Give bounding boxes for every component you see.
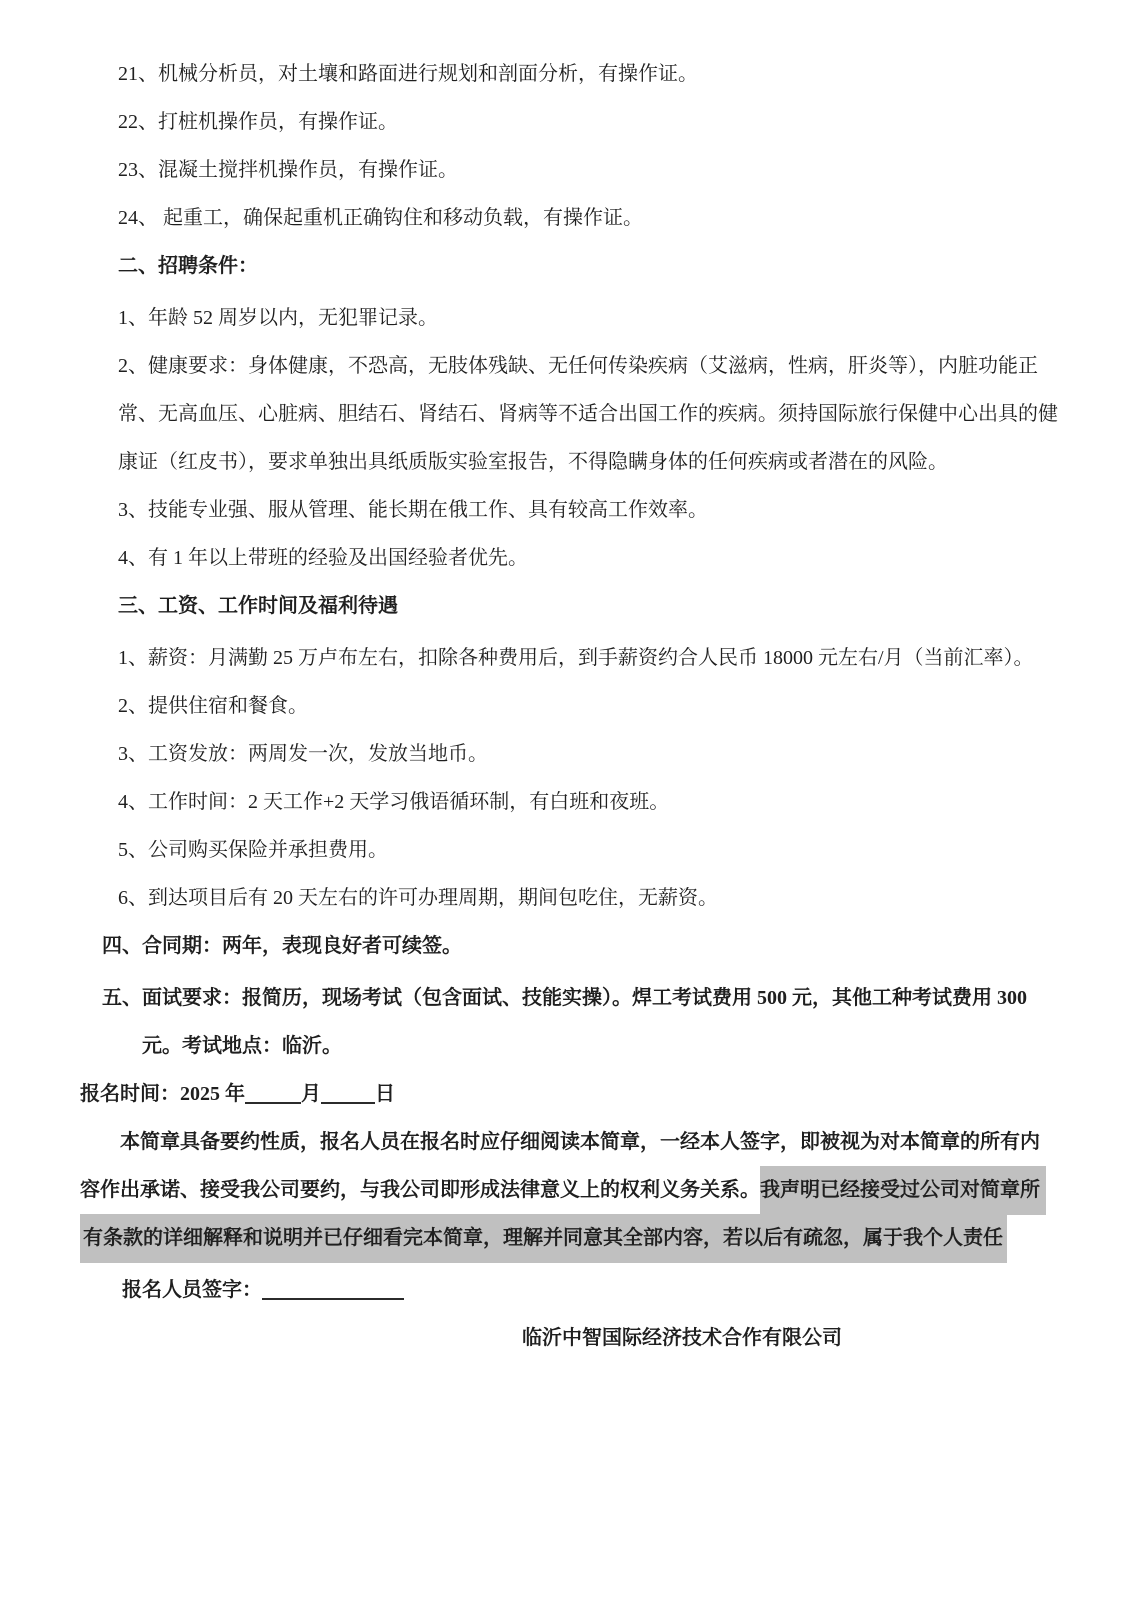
item-24 (80, 194, 1131, 242)
highlighted-text: 我声明已经接受过公司对简章所 (760, 1166, 1046, 1215)
text-run: 容作出承诺、接受我公司要约，与我公司即形成法律意义上的权利义务关系。 (80, 1179, 760, 1201)
salary-5 (80, 826, 1131, 874)
salary-6 (80, 874, 1131, 922)
salary-2 (80, 682, 1131, 730)
company-name (80, 1314, 1131, 1362)
signature-blank (262, 1298, 404, 1300)
text-run: 2、健康要求：身体健康，不恐高，无肢体残缺、无任何传染疾病（艾滋病，性病，肝炎等），内脏功能正 (118, 355, 1038, 377)
declaration-line-3 (80, 1214, 1131, 1262)
item-21 (80, 50, 1131, 98)
heading-recruitment-conditions (80, 242, 1131, 290)
text-run: 康证（红皮书），要求单独出具纸质版实验室报告，不得隐瞒身体的任何疾病或者潜在的风险。 (118, 451, 948, 473)
text-run: 21、机械分析员，对土壤和路面进行规划和剖面分析，有操作证。 (118, 63, 698, 85)
text-run: 1、薪资：月满勤 25 万卢布左右，扣除各种费用后，到手薪资约合人民币 18000 元左右/月（当前汇率）。 (118, 647, 1034, 669)
day-blank (321, 1102, 375, 1104)
heading-salary-benefits (80, 582, 1131, 630)
text-run: 3、技能专业强、服从管理、能长期在俄工作、具有较高工作效率。 (118, 499, 708, 521)
salary-4 (80, 778, 1131, 826)
text-run: 三、工资、工作时间及福利待遇 (118, 595, 398, 617)
condition-2-line-2 (80, 390, 1131, 438)
signup-date-line (80, 1070, 1131, 1118)
text-run: 24、 起重工，确保起重机正确钩住和移动负载，有操作证。 (118, 207, 643, 229)
text-run: 月 (301, 1083, 321, 1105)
text-run: 元。考试地点：临沂。 (142, 1035, 342, 1057)
interview-requirements-line-1 (80, 974, 1131, 1022)
text-run: 日 (375, 1083, 395, 1105)
condition-2-line-1 (80, 342, 1131, 390)
text-run: 常、无高血压、心脏病、胆结石、肾结石、肾病等不适合出国工作的疾病。须持国际旅行保健中心出具的健 (118, 403, 1058, 425)
text-run: 4、工作时间：2 天工作+2 天学习俄语循环制，有白班和夜班。 (118, 791, 670, 813)
interview-requirements-line-2 (80, 1022, 1131, 1070)
declaration-line-2 (80, 1166, 1131, 1214)
highlighted-text: 有条款的详细解释和说明并已仔细看完本简章，理解并同意其全部内容，若以后有疏忽，属于我个人责任 (80, 1214, 1007, 1263)
text-run: 4、有 1 年以上带班的经验及出国经验者优先。 (118, 547, 528, 569)
text-run: 3、工资发放：两周发一次，发放当地币。 (118, 743, 488, 765)
condition-1 (80, 294, 1131, 342)
signature-line (80, 1266, 1131, 1314)
condition-3 (80, 486, 1131, 534)
text-run: 5、公司购买保险并承担费用。 (118, 839, 388, 861)
contract-term (80, 922, 1131, 970)
document-body (80, 50, 1131, 1362)
text-run: 四、合同期：两年，表现良好者可续签。 (102, 935, 462, 957)
declaration-line-1 (80, 1118, 1131, 1166)
condition-4 (80, 534, 1131, 582)
item-22 (80, 98, 1131, 146)
text-run: 6、到达项目后有 20 天左右的许可办理周期，期间包吃住，无薪资。 (118, 887, 718, 909)
text-run: 本简章具备要约性质，报名人员在报名时应仔细阅读本简章，一经本人签字，即被视为对本简章的所有内 (120, 1131, 1040, 1153)
text-run: 临沂中智国际经济技术合作有限公司 (522, 1327, 842, 1349)
text-run: 2、提供住宿和餐食。 (118, 695, 308, 717)
text-run: 二、招聘条件： (118, 255, 258, 277)
text-run: 报名时间：2025 年 (80, 1083, 245, 1105)
month-blank (245, 1102, 301, 1104)
salary-1 (80, 634, 1131, 682)
text-run: 1、年龄 52 周岁以内，无犯罪记录。 (118, 307, 438, 329)
text-run: 23、混凝土搅拌机操作员，有操作证。 (118, 159, 458, 181)
text-run: 报名人员签字： (122, 1279, 262, 1301)
salary-3 (80, 730, 1131, 778)
text-run: 22、打桩机操作员，有操作证。 (118, 111, 398, 133)
item-23 (80, 146, 1131, 194)
text-run: 五、面试要求：报简历，现场考试（包含面试、技能实操）。焊工考试费用 500 元，其他工种考试费用 300 (102, 987, 1027, 1009)
condition-2-line-3 (80, 438, 1131, 486)
